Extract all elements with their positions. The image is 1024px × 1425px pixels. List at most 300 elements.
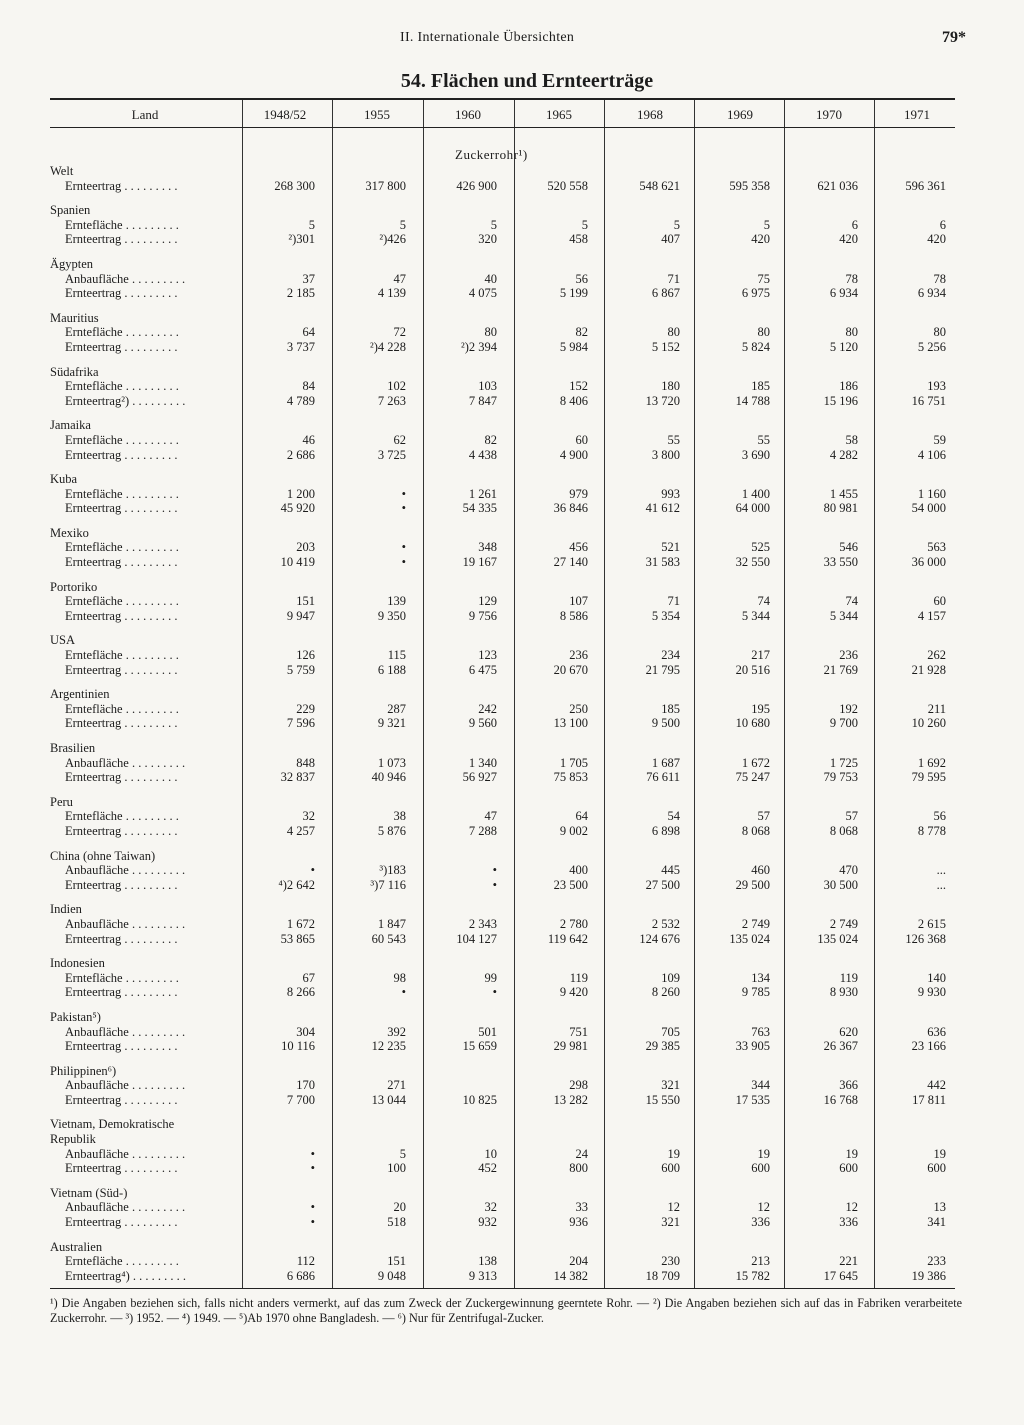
country-name: Südafrika <box>50 364 99 379</box>
table-cell: 54 335 <box>462 501 497 516</box>
table-cell: 6 686 <box>286 1268 315 1283</box>
table-cell: 4 157 <box>917 608 946 623</box>
table-cell: 211 <box>927 701 946 716</box>
table-cell: 2 686 <box>286 447 315 462</box>
column-header-year: 1968 <box>637 107 663 122</box>
table-cell: 4 139 <box>377 286 406 301</box>
measure-label: Ernteertrag . . . . . . . . . <box>65 716 178 731</box>
table-top-rule <box>50 98 955 100</box>
table-cell: 460 <box>751 863 770 878</box>
table-cell: 4 106 <box>917 447 946 462</box>
table-cell: 8 068 <box>829 823 858 838</box>
table-cell: • <box>401 540 406 555</box>
table-cell: 57 <box>845 809 858 824</box>
table-cell: 12 235 <box>371 1039 406 1054</box>
table-row <box>50 394 955 409</box>
table-row <box>50 1093 955 1108</box>
table-cell: 170 <box>296 1078 315 1093</box>
table-cell: 8 778 <box>917 823 946 838</box>
table-cell: 3 725 <box>377 447 406 462</box>
table-row <box>50 932 955 947</box>
country-row <box>50 164 955 179</box>
table-cell: • <box>310 1200 315 1215</box>
table-cell: 262 <box>927 648 946 663</box>
table-cell: • <box>401 501 406 516</box>
row-spacer <box>50 1176 955 1186</box>
table-cell: 6 898 <box>651 823 680 838</box>
table-cell: 19 167 <box>462 555 497 570</box>
table-cell: 15 782 <box>735 1268 770 1283</box>
table-cell: 6 <box>851 217 858 232</box>
table-cell: • <box>401 486 406 501</box>
table-cell: 30 500 <box>823 877 858 892</box>
table-cell: 10 825 <box>462 1092 497 1107</box>
table-cell: 5 120 <box>829 339 858 354</box>
table-cell: 1 073 <box>377 755 406 770</box>
table-cell: 5 <box>399 217 406 232</box>
table-cell: 271 <box>387 1078 406 1093</box>
table-row <box>50 716 955 731</box>
country-row <box>50 418 955 433</box>
table-cell: ²)301 <box>288 232 315 247</box>
table-cell: 5 <box>490 217 497 232</box>
row-spacer <box>50 946 955 956</box>
table-cell: 15 550 <box>645 1092 680 1107</box>
table-cell: 521 <box>661 540 680 555</box>
table-cell: 19 <box>757 1146 770 1161</box>
table-cell: 47 <box>393 271 406 286</box>
table-cell: 452 <box>478 1161 497 1176</box>
table-cell: 32 550 <box>735 555 770 570</box>
measure-label: Erntefläche . . . . . . . . . <box>65 379 179 394</box>
measure-label: Erntefläche . . . . . . . . . <box>65 1254 179 1269</box>
table-cell: 8 260 <box>651 985 680 1000</box>
table-cell: 40 <box>484 271 497 286</box>
country-row <box>50 1117 955 1132</box>
country-name: Indonesien <box>50 956 105 971</box>
table-row <box>50 1269 955 1284</box>
measure-label: Ernteertrag . . . . . . . . . <box>65 823 178 838</box>
table-cell: • <box>492 877 497 892</box>
table-cell: 548 621 <box>639 178 680 193</box>
table-cell: 9 700 <box>829 716 858 731</box>
table-cell: 80 <box>933 325 946 340</box>
table-cell: 80 <box>484 325 497 340</box>
measure-label: Ernteertrag . . . . . . . . . <box>65 1161 178 1176</box>
column-header-year: 1960 <box>455 107 481 122</box>
measure-label: Ernteertrag . . . . . . . . . <box>65 447 178 462</box>
table-cell: 13 100 <box>553 716 588 731</box>
table-cell: 1 705 <box>559 755 588 770</box>
table-cell: 123 <box>478 648 497 663</box>
table-cell: 5 <box>763 217 770 232</box>
table-cell: 2 185 <box>286 286 315 301</box>
measure-label: Ernteertrag . . . . . . . . . <box>65 985 178 1000</box>
table-cell: 37 <box>302 271 315 286</box>
measure-label: Ernteertrag . . . . . . . . . <box>65 1215 178 1230</box>
table-cell: 600 <box>927 1161 946 1176</box>
table-cell: 420 <box>839 232 858 247</box>
table-cell: 10 419 <box>280 555 315 570</box>
table-cell: 82 <box>484 432 497 447</box>
table-cell: 4 900 <box>559 447 588 462</box>
table-cell: • <box>310 1161 315 1176</box>
table-cell: 456 <box>569 540 588 555</box>
table-cell: 445 <box>661 863 680 878</box>
measure-label: Anbaufläche . . . . . . . . . <box>65 863 186 878</box>
table-cell: 336 <box>839 1215 858 1230</box>
country-name: Peru <box>50 794 73 809</box>
country-name: USA <box>50 633 76 648</box>
table-cell: 236 <box>839 648 858 663</box>
row-spacer <box>50 839 955 849</box>
table-cell: 458 <box>569 232 588 247</box>
table-cell: 79 753 <box>823 770 858 785</box>
country-row <box>50 580 955 595</box>
table-cell: 23 166 <box>911 1039 946 1054</box>
table-cell: 62 <box>393 432 406 447</box>
measure-label: Ernteertrag . . . . . . . . . <box>65 178 178 193</box>
table-row <box>50 1147 955 1162</box>
table-cell: 80 <box>845 325 858 340</box>
measure-label: Ernteertrag⁴) . . . . . . . . . <box>65 1268 186 1283</box>
row-spacer <box>50 462 955 472</box>
table-cell: 636 <box>927 1024 946 1039</box>
country-row <box>50 956 955 971</box>
row-spacer <box>50 247 955 257</box>
table-cell: 99 <box>484 970 497 985</box>
table-cell: 104 127 <box>456 931 497 946</box>
measure-label: Erntefläche . . . . . . . . . <box>65 809 179 824</box>
table-cell: 107 <box>569 594 588 609</box>
measure-label: Ernteertrag . . . . . . . . . <box>65 339 178 354</box>
country-row <box>50 795 955 810</box>
table-cell: 442 <box>927 1078 946 1093</box>
table-cell: 21 928 <box>911 662 946 677</box>
table-cell: 75 853 <box>553 770 588 785</box>
table-cell: 8 586 <box>559 608 588 623</box>
row-spacer <box>50 892 955 902</box>
table-cell: 250 <box>569 701 588 716</box>
table-cell: 420 <box>927 232 946 247</box>
table-cell: 392 <box>387 1024 406 1039</box>
table-cell: 800 <box>569 1161 588 1176</box>
table-cell: 321 <box>661 1078 680 1093</box>
measure-label: Ernteertrag . . . . . . . . . <box>65 1039 178 1054</box>
table-cell: 151 <box>296 594 315 609</box>
row-spacer <box>50 1107 955 1117</box>
table-cell: 321 <box>661 1215 680 1230</box>
table-row <box>50 501 955 516</box>
table-cell: 621 036 <box>817 178 858 193</box>
row-spacer <box>50 731 955 741</box>
table-cell: 56 927 <box>462 770 497 785</box>
table-cell: 9 756 <box>468 608 497 623</box>
table-cell: 20 516 <box>735 662 770 677</box>
table-cell: 420 <box>751 232 770 247</box>
table-row <box>50 594 955 609</box>
table-row <box>50 663 955 678</box>
table-cell: 217 <box>751 648 770 663</box>
table-cell: 341 <box>927 1215 946 1230</box>
table-row <box>50 218 955 233</box>
table-cell: 45 920 <box>280 501 315 516</box>
table-cell: 10 260 <box>911 716 946 731</box>
table-row <box>50 448 955 463</box>
table-cell: 140 <box>927 970 946 985</box>
table-cell: 1 692 <box>917 755 946 770</box>
table-cell: 979 <box>569 486 588 501</box>
table-cell: 18 709 <box>645 1268 680 1283</box>
table-cell: 75 <box>757 271 770 286</box>
table-body <box>50 164 955 1283</box>
table-cell: 129 <box>478 594 497 609</box>
table-row <box>50 272 955 287</box>
table-cell: 126 <box>296 648 315 663</box>
table-cell: 126 368 <box>905 931 946 946</box>
table-cell: 71 <box>667 594 680 609</box>
page-number: 79* <box>942 29 966 46</box>
table-cell: 109 <box>661 970 680 985</box>
country-name: Ägypten <box>50 256 94 271</box>
table-cell: 185 <box>661 701 680 716</box>
table-cell: 763 <box>751 1024 770 1039</box>
table-cell: 848 <box>296 755 315 770</box>
table-row <box>50 555 955 570</box>
row-spacer <box>50 193 955 203</box>
table-cell: 195 <box>751 701 770 716</box>
table-cell: 213 <box>751 1254 770 1269</box>
table-bottom-rule <box>50 1288 955 1289</box>
table-row <box>50 487 955 502</box>
table-row <box>50 1039 955 1054</box>
country-row <box>50 633 955 648</box>
table-cell: 5 <box>581 217 588 232</box>
table-cell: 138 <box>478 1254 497 1269</box>
table-cell: 1 687 <box>651 755 680 770</box>
measure-label: Ernteertrag . . . . . . . . . <box>65 232 178 247</box>
table-cell: 7 263 <box>377 393 406 408</box>
footnotes: ¹) Die Angaben beziehen sich, falls nicht anders vermerkt, auf das zum Zweck der Zuckergewinnung geerntete Rohr. — ²) Die Angaben beziehen sich auf das in Fabriken verarbeitete Zuckerrohr. — ³) 1952. — ⁴) 1949. — ⁵)Ab 1970 ohne Bangladesh. — ⁶) Nur für Zentrifugal-Zucker. <box>50 1296 962 1325</box>
table-cell: 102 <box>387 379 406 394</box>
table-cell: 80 <box>757 325 770 340</box>
country-row <box>50 472 955 487</box>
table-cell: ³)183 <box>379 863 406 878</box>
column-header-year: 1971 <box>904 107 930 122</box>
table-cell: 32 <box>302 809 315 824</box>
table-cell: 5 <box>308 217 315 232</box>
column-header-year: 1965 <box>546 107 572 122</box>
table-cell: 41 612 <box>645 501 680 516</box>
table-cell: 10 680 <box>735 716 770 731</box>
measure-label: Ernteertrag . . . . . . . . . <box>65 1092 178 1107</box>
row-spacer <box>50 355 955 365</box>
row-spacer <box>50 570 955 580</box>
table-cell: 14 788 <box>735 393 770 408</box>
table-cell: 84 <box>302 379 315 394</box>
table-row <box>50 1215 955 1230</box>
row-spacer <box>50 677 955 687</box>
table-cell: 7 847 <box>468 393 497 408</box>
table-row <box>50 325 955 340</box>
row-spacer <box>50 785 955 795</box>
table-row <box>50 340 955 355</box>
table-cell: 82 <box>575 325 588 340</box>
table-cell: 135 024 <box>817 931 858 946</box>
table-cell: 75 247 <box>735 770 770 785</box>
table-row <box>50 1200 955 1215</box>
table-cell: 1 160 <box>917 486 946 501</box>
country-row <box>50 1010 955 1025</box>
column-header-year: 1969 <box>727 107 753 122</box>
table-cell: 74 <box>757 594 770 609</box>
table-cell: ⁴)2 642 <box>278 877 315 892</box>
table-cell: 5 344 <box>829 608 858 623</box>
country-name: Mauritius <box>50 310 99 325</box>
table-cell: 4 257 <box>286 823 315 838</box>
table-cell: 185 <box>751 379 770 394</box>
measure-label: Ernteertrag . . . . . . . . . <box>65 608 178 623</box>
table-cell: 33 550 <box>823 555 858 570</box>
table-cell: 7 700 <box>286 1092 315 1107</box>
table-cell: 2 343 <box>468 916 497 931</box>
table-row <box>50 433 955 448</box>
table-cell: 9 048 <box>377 1268 406 1283</box>
section-title: II. Internationale Übersichten <box>400 30 575 45</box>
country-row <box>50 1240 955 1255</box>
table-cell: 14 382 <box>553 1268 588 1283</box>
table-cell: 8 930 <box>829 985 858 1000</box>
table-cell: 932 <box>478 1215 497 1230</box>
table-cell: 3 737 <box>286 339 315 354</box>
table-row <box>50 756 955 771</box>
table-cell: 9 321 <box>377 716 406 731</box>
measure-label: Ernteertrag . . . . . . . . . <box>65 877 178 892</box>
country-row <box>50 1186 955 1201</box>
table-cell: 8 266 <box>286 985 315 1000</box>
table-cell: • <box>310 1215 315 1230</box>
table-cell: 57 <box>757 809 770 824</box>
measure-label: Ernteertrag . . . . . . . . . <box>65 662 178 677</box>
table-cell: 304 <box>296 1024 315 1039</box>
table-cell: 6 475 <box>468 662 497 677</box>
table-cell: 53 865 <box>280 931 315 946</box>
table-cell: 600 <box>839 1161 858 1176</box>
table-row <box>50 878 955 893</box>
table-cell: 17 645 <box>823 1268 858 1283</box>
table-cell: 4 789 <box>286 393 315 408</box>
measure-label: Ernteertrag²) . . . . . . . . . <box>65 393 186 408</box>
table-cell: 233 <box>927 1254 946 1269</box>
table-cell: 1 340 <box>468 755 497 770</box>
table-cell: 74 <box>845 594 858 609</box>
table-cell: 27 140 <box>553 555 588 570</box>
table-cell: 24 <box>575 1146 588 1161</box>
table-row <box>50 179 955 194</box>
row-spacer <box>50 1000 955 1010</box>
table-cell: 2 749 <box>829 916 858 931</box>
table-cell: 1 261 <box>468 486 497 501</box>
table-cell: 5 344 <box>741 608 770 623</box>
table-cell: 32 <box>484 1200 497 1215</box>
country-row <box>50 203 955 218</box>
table-cell: 9 947 <box>286 608 315 623</box>
country-name: Indien <box>50 902 82 917</box>
table-row <box>50 609 955 624</box>
table-cell: 520 558 <box>547 178 588 193</box>
table-cell: 5 354 <box>651 608 680 623</box>
table-cell: 5 759 <box>286 662 315 677</box>
country-row <box>50 687 955 702</box>
country-row <box>50 849 955 864</box>
table-cell: 26 367 <box>823 1039 858 1054</box>
table-cell: 230 <box>661 1254 680 1269</box>
table-cell: 134 <box>751 970 770 985</box>
table-cell: 21 795 <box>645 662 680 677</box>
table-row <box>50 1254 955 1269</box>
table-cell: • <box>492 863 497 878</box>
country-row <box>50 741 955 756</box>
measure-label: Erntefläche . . . . . . . . . <box>65 217 179 232</box>
row-spacer <box>50 1230 955 1240</box>
table-cell: 5 984 <box>559 339 588 354</box>
table-cell: 751 <box>569 1024 588 1039</box>
table-title: 54. Flächen und Ernteerträge <box>400 70 654 92</box>
country-name: Brasilien <box>50 741 96 755</box>
table-cell: 13 282 <box>553 1092 588 1107</box>
table-cell: 348 <box>478 540 497 555</box>
row-spacer <box>50 516 955 526</box>
table-cell: 76 611 <box>646 770 680 785</box>
country-row <box>50 1064 955 1079</box>
measure-label: Erntefläche . . . . . . . . . <box>65 432 179 447</box>
table-cell: • <box>310 863 315 878</box>
table-cell: 119 642 <box>547 931 588 946</box>
table-cell: 8 406 <box>559 393 588 408</box>
table-row <box>50 770 955 785</box>
row-spacer <box>50 408 955 418</box>
table-cell: 54 <box>667 809 680 824</box>
measure-label: Ernteertrag . . . . . . . . . <box>65 770 178 785</box>
table-row <box>50 863 955 878</box>
table-cell: 180 <box>661 379 680 394</box>
table-cell: 5 256 <box>917 339 946 354</box>
table-cell: 4 075 <box>468 286 497 301</box>
measure-label: Anbaufläche . . . . . . . . . <box>65 1200 186 1215</box>
country-name: Kuba <box>50 472 78 487</box>
table-cell: 3 690 <box>741 447 770 462</box>
table-cell: ... <box>936 877 946 892</box>
table-cell: 9 313 <box>468 1268 497 1283</box>
table-cell: 9 350 <box>377 608 406 623</box>
table-cell: 19 <box>845 1146 858 1161</box>
measure-label: Anbaufläche . . . . . . . . . <box>65 755 186 770</box>
table-cell: 10 <box>484 1146 497 1161</box>
table-cell: 221 <box>839 1254 858 1269</box>
table-cell: 1 200 <box>286 486 315 501</box>
table-cell: 9 420 <box>559 985 588 1000</box>
table-cell: 6 188 <box>377 662 406 677</box>
table-cell: 19 386 <box>911 1268 946 1283</box>
country-name: Mexiko <box>50 525 89 540</box>
table-row <box>50 379 955 394</box>
measure-label: Anbaufläche . . . . . . . . . <box>65 916 186 931</box>
measure-label: Erntefläche . . . . . . . . . <box>65 540 179 555</box>
measure-label: Erntefläche . . . . . . . . . <box>65 648 179 663</box>
measure-label: Anbaufläche . . . . . . . . . <box>65 1078 186 1093</box>
table-cell: 13 <box>933 1200 946 1215</box>
table-cell: 135 024 <box>729 931 770 946</box>
